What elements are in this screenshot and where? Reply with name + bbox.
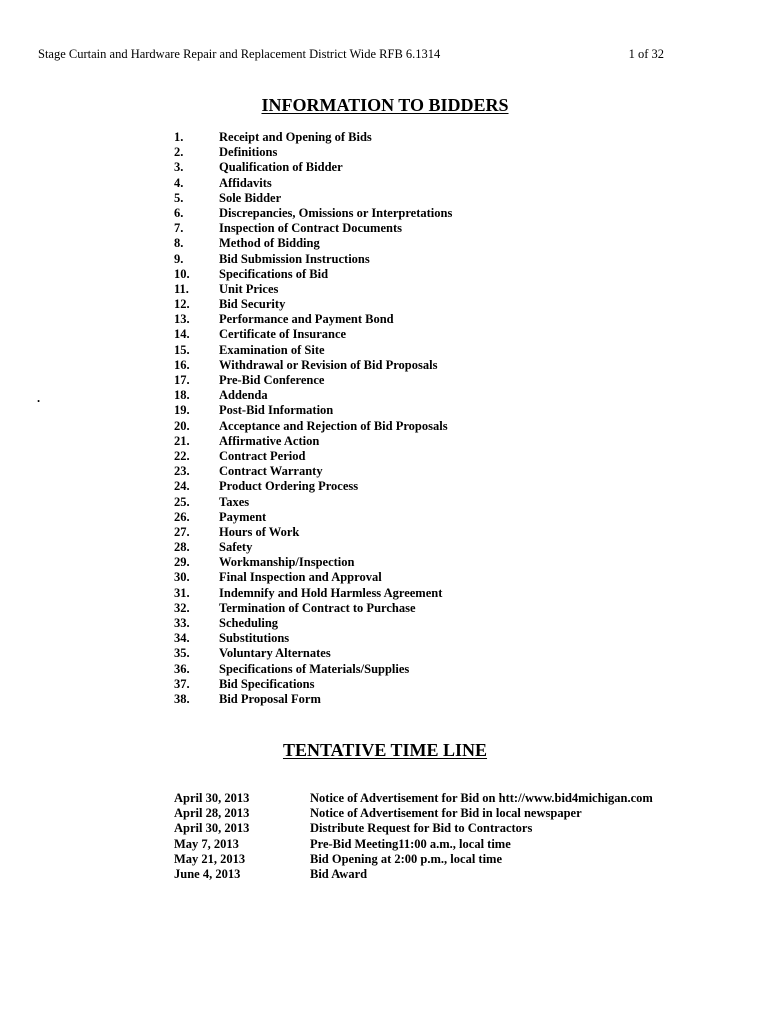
- list-item-number: 23.: [174, 464, 190, 479]
- section-title-tentative-time-line: TENTATIVE TIME LINE: [282, 740, 488, 760]
- list-item-label: Termination of Contract to Purchase: [219, 600, 416, 615]
- timeline-date: April 30, 2013: [174, 821, 250, 836]
- list-item-label: Bid Proposal Form: [219, 691, 321, 706]
- list-item-number: 15.: [174, 342, 190, 357]
- list-item-number: 11.: [174, 281, 189, 296]
- list-item: [174, 403, 452, 418]
- bidder-information-list: [174, 130, 452, 707]
- list-item: [174, 388, 452, 403]
- list-item: [174, 510, 452, 525]
- list-item-number: 20.: [174, 418, 190, 433]
- list-item-number: 10.: [174, 266, 190, 281]
- list-item-number: 25.: [174, 494, 190, 509]
- list-item-label: Payment: [219, 509, 267, 524]
- list-item: [174, 419, 452, 434]
- list-item: [174, 343, 452, 358]
- timeline-event: Notice of Advertisement for Bid on htt://www.bid4michigan.com: [310, 791, 653, 805]
- list-item-number: 17.: [174, 373, 190, 387]
- list-item-number: 32.: [174, 600, 190, 615]
- list-item: [174, 282, 452, 297]
- list-item-label: Safety: [219, 540, 253, 555]
- list-item-label: Examination of Site: [219, 342, 325, 357]
- list-item: [174, 646, 452, 661]
- timeline-date: April 30, 2013: [174, 791, 250, 805]
- list-item-number: 36.: [174, 661, 190, 676]
- list-item-number: 5.: [174, 190, 184, 205]
- list-item: [174, 495, 452, 510]
- list-item-label: Withdrawal or Revision of Bid Proposals: [219, 357, 438, 372]
- list-item-number: 13.: [174, 312, 190, 327]
- list-item-number: 26.: [174, 509, 190, 524]
- list-item-label: Addenda: [219, 388, 268, 403]
- list-item-number: 2.: [174, 145, 184, 160]
- list-item-label: Scheduling: [219, 616, 279, 630]
- list-item-number: 14.: [174, 327, 190, 342]
- timeline-row: [174, 791, 653, 806]
- list-item-number: 7.: [174, 221, 184, 236]
- list-item: [174, 464, 452, 479]
- timeline-row: [174, 821, 653, 836]
- timeline-row: [174, 867, 653, 882]
- timeline-date: June 4, 2013: [174, 866, 241, 881]
- list-item-label: Performance and Payment Bond: [219, 312, 394, 327]
- timeline-event: Bid Opening at 2:00 p.m., local time: [310, 851, 503, 866]
- list-item: [174, 191, 452, 206]
- list-item-number: 3.: [174, 160, 184, 175]
- timeline-date: May 7, 2013: [174, 836, 239, 851]
- list-item-label: Affidavits: [219, 175, 272, 190]
- list-item-label: Indemnify and Hold Harmless Agreement: [219, 585, 443, 600]
- list-item: [174, 252, 452, 267]
- list-item-number: 27.: [174, 524, 190, 539]
- list-item: [174, 677, 452, 692]
- list-item-label: Specifications of Bid: [219, 266, 329, 281]
- timeline-date: May 21, 2013: [174, 851, 246, 866]
- timeline-row: [174, 837, 653, 852]
- list-item: [174, 692, 452, 707]
- list-item: [174, 631, 452, 646]
- list-item: [174, 297, 452, 312]
- list-item: [174, 373, 452, 388]
- list-item-number: 1.: [174, 130, 184, 144]
- time-line-list: [174, 791, 653, 882]
- list-item-number: 35.: [174, 646, 190, 661]
- page-header: [38, 47, 664, 62]
- list-item-number: 33.: [174, 616, 190, 630]
- list-item-number: 12.: [174, 297, 190, 312]
- list-item-label: Method of Bidding: [219, 236, 320, 251]
- document-title: Stage Curtain and Hardware Repair and Replacement District Wide RFB 6.1314: [38, 47, 441, 61]
- list-item-label: Contract Period: [219, 448, 306, 463]
- list-item-label: Contract Warranty: [219, 464, 323, 479]
- stray-mark: .: [37, 391, 41, 405]
- list-item-label: Definitions: [219, 145, 278, 160]
- page-number: 1 of 32: [628, 47, 664, 61]
- list-item-label: Taxes: [219, 494, 250, 509]
- list-item-label: Specifications of Materials/Supplies: [219, 661, 410, 676]
- list-item-number: 18.: [174, 388, 190, 403]
- list-item-number: 8.: [174, 236, 184, 251]
- list-item-label: Discrepancies, Omissions or Interpretations: [219, 205, 453, 220]
- list-item-label: Workmanship/Inspection: [219, 555, 355, 570]
- timeline-date: April 28, 2013: [174, 806, 250, 821]
- list-item: [174, 449, 452, 464]
- list-item-number: 38.: [174, 691, 190, 706]
- list-item-label: Inspection of Contract Documents: [219, 221, 402, 236]
- list-item: [174, 570, 452, 585]
- list-item-number: 30.: [174, 570, 190, 585]
- list-item: [174, 601, 452, 616]
- list-item-number: 16.: [174, 357, 190, 372]
- list-item: [174, 434, 452, 449]
- timeline-event: Notice of Advertisement for Bid in local newspaper: [310, 806, 582, 821]
- list-item-number: 4.: [174, 175, 184, 190]
- list-item: [174, 662, 452, 677]
- list-item-label: Substitutions: [219, 631, 290, 646]
- timeline-row: [174, 852, 653, 867]
- timeline-row: [174, 806, 653, 821]
- list-item: [174, 358, 452, 373]
- list-item-label: Voluntary Alternates: [219, 646, 331, 661]
- list-item-number: 19.: [174, 403, 190, 418]
- list-item-number: 21.: [174, 433, 190, 448]
- list-item-label: Certificate of Insurance: [219, 327, 347, 342]
- list-item-label: Bid Specifications: [219, 676, 315, 691]
- list-item: [174, 145, 452, 160]
- list-item-label: Unit Prices: [219, 281, 279, 296]
- list-item-number: 29.: [174, 555, 190, 570]
- list-item-number: 34.: [174, 631, 190, 646]
- list-item-number: 31.: [174, 585, 190, 600]
- list-item-number: 24.: [174, 479, 190, 494]
- list-item-label: Bid Security: [219, 297, 286, 312]
- list-item-label: Bid Submission Instructions: [219, 251, 370, 266]
- timeline-event: Bid Award: [310, 866, 368, 881]
- list-item: [174, 555, 452, 570]
- list-item: [174, 176, 452, 191]
- list-item-number: 28.: [174, 540, 190, 555]
- timeline-event: Pre-Bid Meeting11:00 a.m., local time: [310, 836, 511, 851]
- list-item-label: Qualification of Bidder: [219, 160, 343, 175]
- list-item: [174, 616, 452, 631]
- list-item-label: Receipt and Opening of Bids: [219, 130, 372, 144]
- list-item: [174, 267, 452, 282]
- list-item-label: Affirmative Action: [219, 433, 320, 448]
- list-item-number: 9.: [174, 251, 184, 266]
- section-title-information-to-bidders: INFORMATION TO BIDDERS: [261, 95, 509, 115]
- list-item-number: 22.: [174, 448, 190, 463]
- list-item-label: Sole Bidder: [219, 190, 282, 205]
- timeline-event: Distribute Request for Bid to Contractors: [310, 821, 533, 836]
- list-item: [174, 130, 452, 145]
- list-item: [174, 221, 452, 236]
- list-item-number: 6.: [174, 205, 184, 220]
- list-item: [174, 160, 452, 175]
- list-item: [174, 206, 452, 221]
- list-item-label: Product Ordering Process: [219, 479, 359, 494]
- list-item-label: Post-Bid Information: [219, 403, 334, 418]
- list-item-label: Acceptance and Rejection of Bid Proposals: [219, 418, 448, 433]
- list-item: [174, 479, 452, 494]
- list-item-label: Hours of Work: [219, 524, 300, 539]
- list-item: [174, 312, 452, 327]
- list-item: [174, 327, 452, 342]
- list-item-label: Pre-Bid Conference: [219, 373, 325, 387]
- list-item: [174, 236, 452, 251]
- list-item: [174, 586, 452, 601]
- list-item-label: Final Inspection and Approval: [219, 570, 382, 585]
- list-item: [174, 540, 452, 555]
- list-item: [174, 525, 452, 540]
- list-item-number: 37.: [174, 676, 190, 691]
